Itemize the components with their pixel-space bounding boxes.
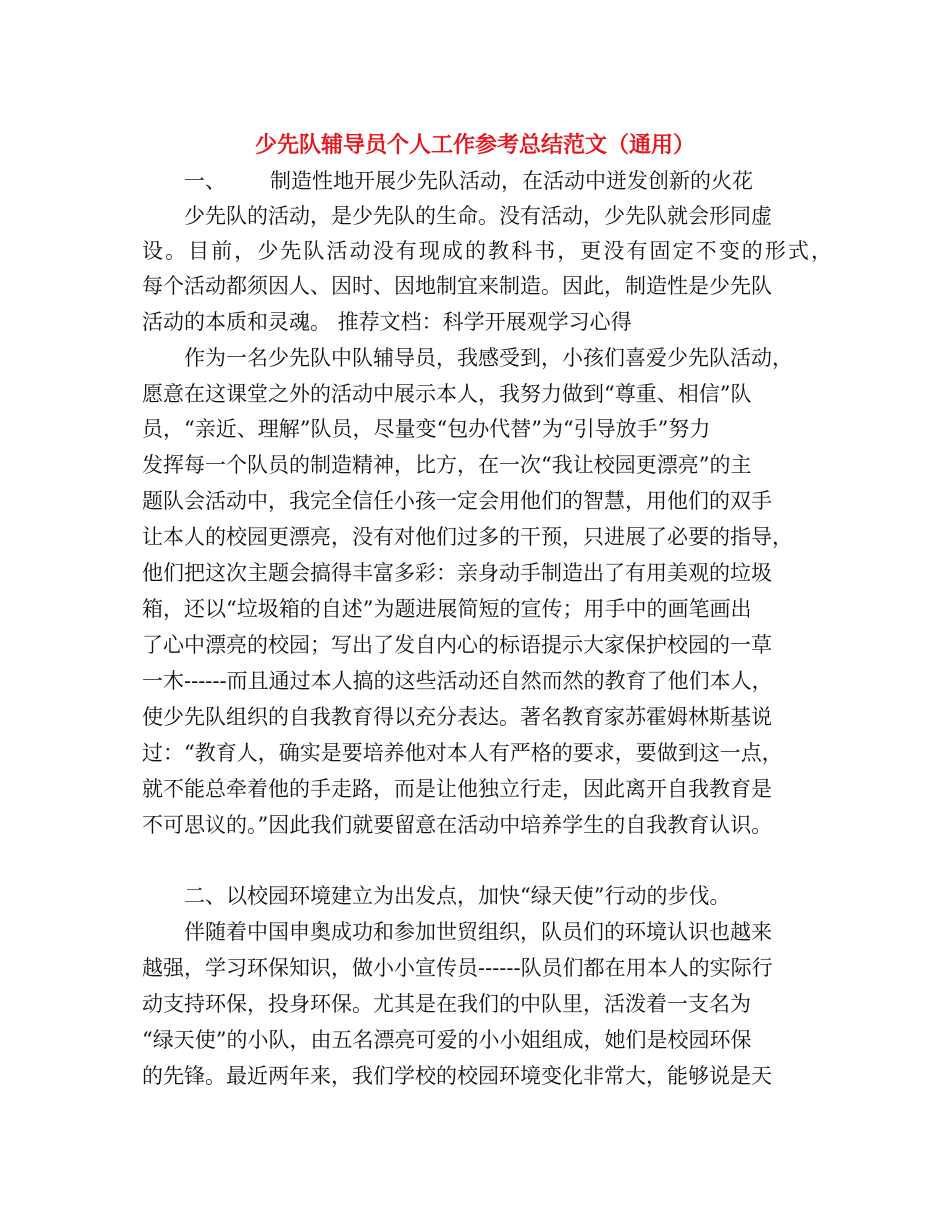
paragraph-line: 动支持环保，投身环保。尤其是在我们的中队里，活泼着一支名为 [142, 992, 751, 1016]
paragraph-line: 使少先队组织的自我教育得以充分表达。著名教育家苏霍姆林斯基说 [142, 705, 772, 729]
paragraph-line: 过：“教育人，确实是要培养他对本人有严格的要求，要做到这一点， [142, 741, 783, 765]
paragraph-line: 不可思议的。”因此我们就要留意在活动中培养学生的自我教育认识。 [142, 813, 773, 837]
section-1-number: 一、 [184, 169, 226, 193]
paragraph-line: 发挥每一个队员的制造精神，比方，在一次“我让校园更漂亮”的主 [142, 453, 752, 477]
paragraph-line: 就不能总牵着他的手走路，而是让他独立行走，因此离开自我教育是 [142, 777, 772, 801]
paragraph-line: 伴随着中国申奥成功和参加世贸组织，队员们的环境认识也越来 [184, 920, 772, 944]
paragraph-line: 他们把这次主题会搞得丰富多彩：亲身动手制造出了有用美观的垃圾 [142, 561, 772, 585]
paragraph-line: 每个活动都须因人、因时、因地制宜来制造。因此，制造性是少先队 [142, 274, 772, 298]
section-1-heading [184, 166, 784, 196]
paragraph-line: 少先队的活动，是少先队的生命。没有活动，少先队就会形同虚 [184, 204, 772, 228]
paragraph-line: 员，“亲近、理解”队员，尽量变“包办代替”为“引导放手”努力 [142, 417, 711, 441]
document-title: 少先队辅导员个人工作参考总结范文（通用） [254, 133, 695, 158]
paragraph-line: 了心中漂亮的校园；写出了发自内心的标语提示大家保护校园的一草 [142, 633, 772, 657]
section-1-heading-text: 制造性地开展少先队活动，在活动中迸发创新的火花 [270, 169, 753, 193]
paragraph-line: “绿天使”的小队，由五名漂亮可爱的小小姐组成，她们是校园环保 [142, 1028, 752, 1052]
paragraph-line: 的先锋。最近两年来，我们学校的校园环境变化非常大，能够说是天 [142, 1064, 772, 1088]
paragraph-line: 活动的本质和灵魂。 推荐文档：科学开展观学习心得 [142, 310, 632, 334]
paragraph-line: 越强，学习环保知识，做小小宣传员------队员们都在用本人的实际行 [142, 956, 773, 980]
paragraph-line: 一木------而且通过本人搞的这些活动还自然而然的教育了他们本人， [142, 669, 773, 693]
paragraph-line: 让本人的校园更漂亮，没有对他们过多的干预，只进展了必要的指导， [142, 525, 793, 549]
paragraph-line: 题队会活动中，我完全信任小孩一定会用他们的智慧，用他们的双手 [142, 489, 772, 513]
paragraph-line: 设。目前，少先队活动没有现成的教科书，更没有固定不变的形式， [142, 239, 832, 263]
paragraph-line: 作为一名少先队中队辅导员，我感受到，小孩们喜爱少先队活动， [184, 346, 793, 370]
paragraph-line: 愿意在这课堂之外的活动中展示本人，我努力做到“尊重、相信”队 [142, 382, 752, 406]
section-2-heading: 二、以校园环境建立为出发点，加快“绿天使”行动的步伐。 [184, 884, 731, 908]
paragraph-line: 箱，还以“垃圾箱的自述”为题进展简短的宣传；用手中的画笔画出 [142, 597, 752, 621]
